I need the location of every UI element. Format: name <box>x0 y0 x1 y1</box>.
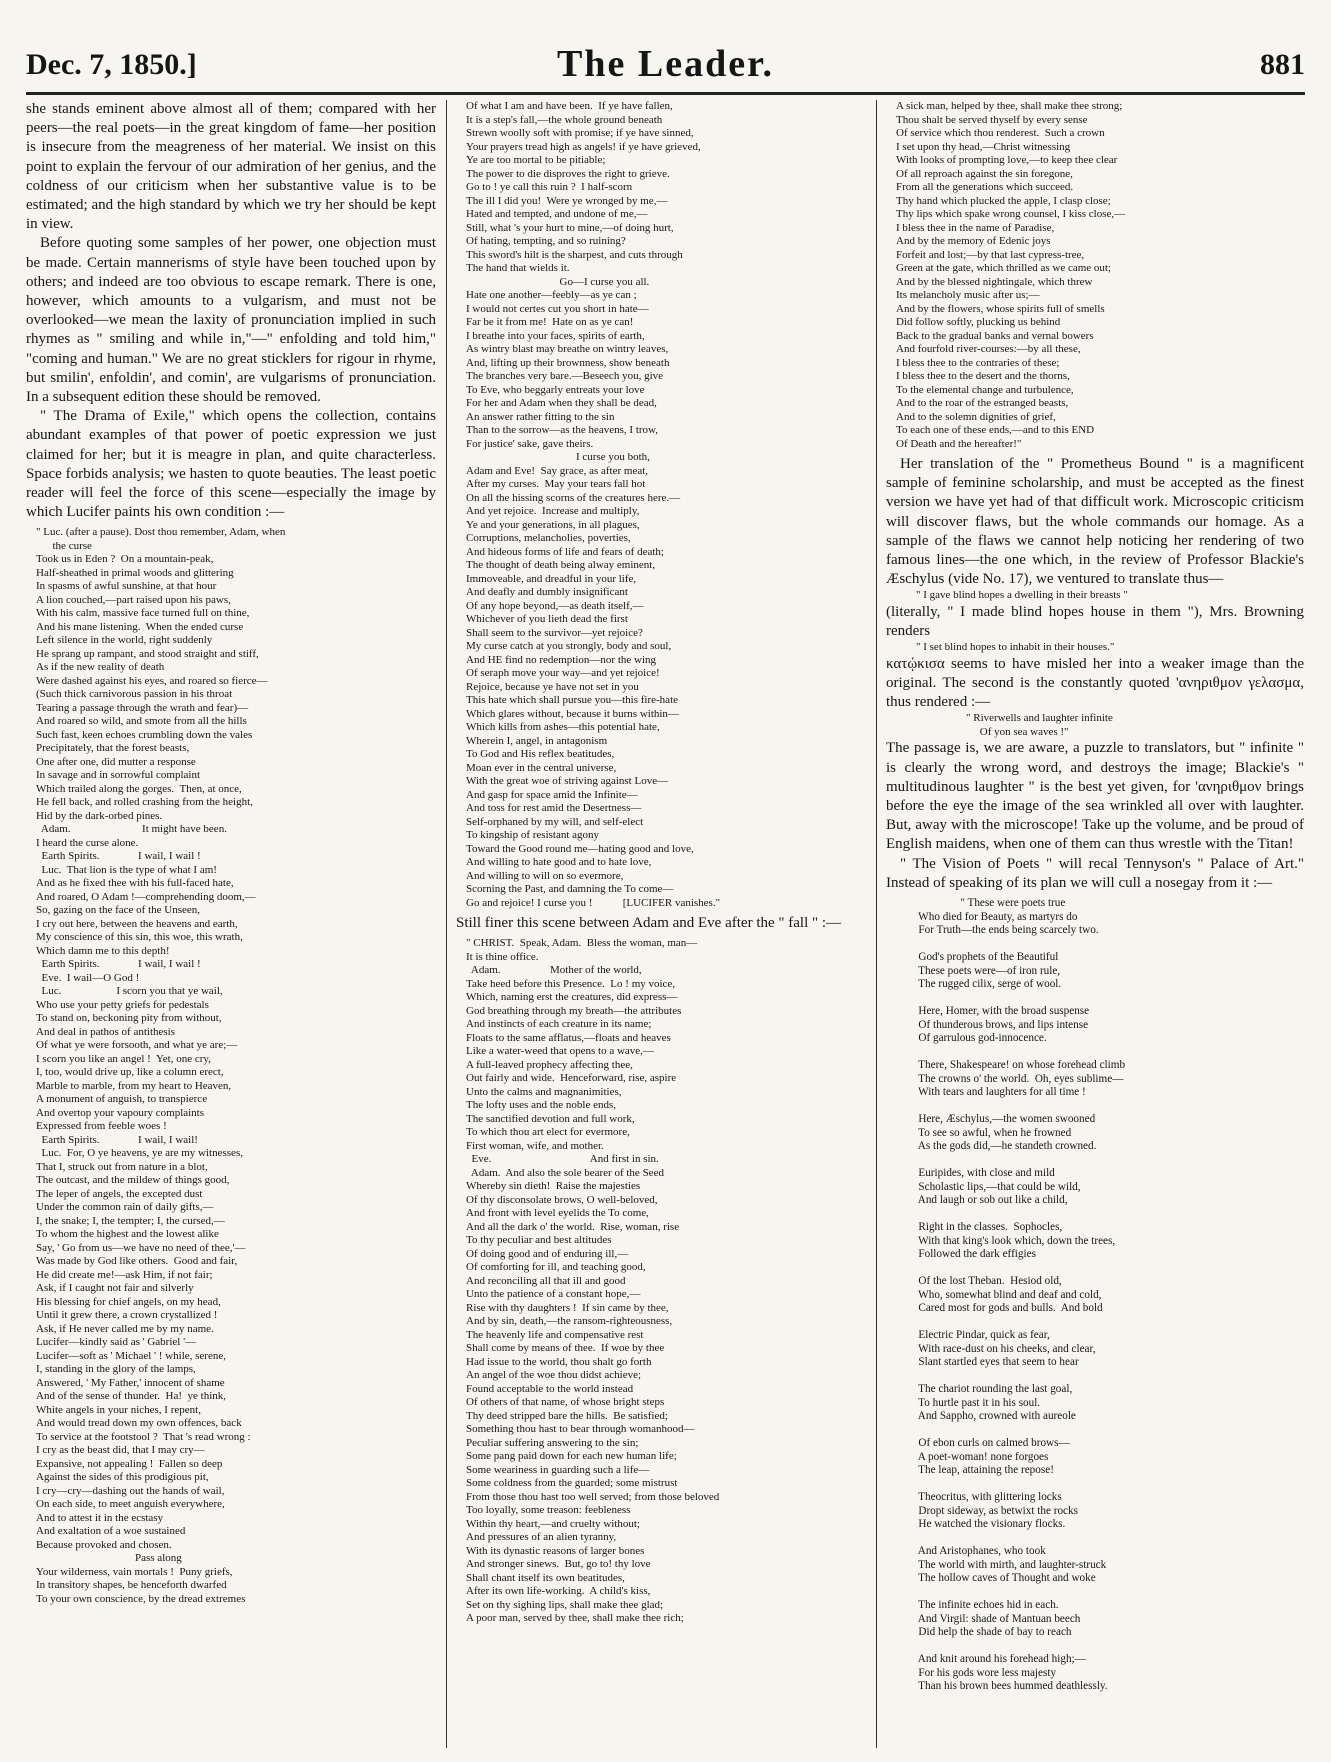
paragraph: Still finer this scene between Adam and Eve after the " fall " :— <box>456 915 842 931</box>
quoted-line: " I set blind hopes to inhabit in their houses." <box>916 641 1115 654</box>
paragraph: " The Vision of Poets " will recal Tennyson's " Palace of Art." Instead of speaking of its plan we will cull a nosegay from it :— <box>886 855 1304 891</box>
issue-date: Dec. 7, 1850.] <box>26 48 197 81</box>
paragraph: The passage is, we are aware, a puzzle to translators, but " infinite " is clearly the wrong word, and destroys the image; Blackie's " multitudinous laughter " is the best yet given, for 'ανηριθμον brings before the eye the image of the sea wrinkled all over with laughter. But, away with the microscope! Take up the volume, and be proud of English maidens, when one of them can thus wrestle with the Titan! <box>886 740 1304 853</box>
header-rule <box>26 92 1305 95</box>
paragraph: κατῴκισα seems to have misled her into a weaker image than the original. The second is the constantly quoted 'ανηριθμον γελασμα, thus rendered :— <box>886 655 1304 711</box>
verse-quotation: " These were poets true Who died for Beauty, as martyrs do For Truth—the ends being scarcely two. God's prophets of the Beautiful These poets were—of iron rule, The rugged cilix, serge of wool. Here, Homer, with the broad suspense Of thunderous brows, and lips intense Of garrulous god-innocence. There, Shakespeare! on whose forehead climb The crowns o' the world. Oh, eyes sublime— With tears and laughters for all time ! Here, Æschylus,—the women swooned To see so awful, when he frowned As the gods did,—he standeth crowned. Euripides, with close and mild Scholastic lips,—that could be wild, And laugh or sob out like a child, Right in the classes. Sophocles, With that king's look which, down the trees, Followed the dark effigies Of the lost Theban. Hesiod old, Who, somewhat blind and deaf and cold, Cared most for gods and bulls. And bold Electric Pindar, quick as fear, With race-dust on his cheeks, and clear, Slant startled eyes that seem to hear The chariot rounding the last goal, To hurtle past it in his soul. And Sappho, crowned with aureole Of ebon curls on calmed brows— A poet-woman! none forgoes The leap, attaining the repose! Theocritus, with glittering locks Dropt sideway, as betwixt the rocks He watched the visionary flocks. And Aristophanes, who took The world with mirth, and laughter-struck The hollow caves of Thought and woke The infinite echoes hid in each. And Virgil: shade of Mantuan beech Did help the shade of bay to reach And knit around his forehead high;— For his gods wore less majesty Than his brown bees hummed deathlessly. <box>917 897 1126 1693</box>
column-2 <box>456 100 866 1750</box>
quoted-line: " I gave blind hopes a dwelling in their breasts " <box>916 589 1128 602</box>
column-1 <box>26 100 436 1750</box>
quoted-line: " Riverwells and laughter infinite Of yon sea waves !" <box>966 712 1113 738</box>
column-divider <box>876 100 877 1748</box>
column-divider <box>446 100 447 1748</box>
column-3 <box>886 100 1304 1750</box>
verse-quotation: " CHRIST. Speak, Adam. Bless the woman, man— It is thine office. Adam. Mother of the world, Take heed before this Presence. Lo ! my voice, Which, naming erst the creatures, did express— God breathing through my breath—the attributes And instincts of each creature in its name; Floats to the same afflatus,—floats and heaves Like a water-weed that opens to a wave,— A full-leaved prophecy affecting thee, Out fairly and wide. Henceforward, rise, aspire Unto the calms and magnanimities, The lofty uses and the noble ends, The sanctified devotion and full work, To which thou art elect for evermore, First woman, wife, and mother. Eve. And first in sin. Adam. And also the sole bearer of the Seed Whereby sin dieth! Raise the majesties Of thy disconsolate brows, O well-beloved, And front with level eyelids the To come, And all the dark o' the world. Rise, woman, rise To thy peculiar and best altitudes Of doing good and of enduring ill,— Of comforting for ill, and teaching good, And reconciling all that ill and good Unto the patience of a constant hope,— Rise with thy daughters ! If sin came by thee, And by sin, death,—the ransom-righteousness, The heavenly life and compensative rest Shall come by means of thee. If woe by thee Had issue to the world, thou shalt go forth An angel of the woe thou didst achieve; Found acceptable to the world instead Of others of that name, of whose bright steps Thy deed stripped bare the hills. Be satisfied; Something thou hast to bear through womanhood— Peculiar suffering answering to the sin; Some pang paid down for each new human life; Some weariness in guarding such a life— Some coldness from the guarded; some mistrust From those thou hast too well served; from those beloved Too loyally, some treason: feebleness Within thy heart,—and cruelty without; And pressures of an alien tyranny, With its dynastic reasons of larger bones And stronger sinews. But, go to! thy love Shall chant itself its own beatitudes, After its own life-working. A child's kiss, Set on thy sighing lips, shall make thee glad; A poor man, served by thee, shall make thee rich; <box>466 937 720 1625</box>
verse-quotation: " Luc. (after a pause). Dost thou remember, Adam, when the curse Took us in Eden ? On a mountain-peak, Half-sheathed in primal woods and glittering In spasms of awful sunshine, at that hour A lion couched,—part raised upon his paws, With his calm, massive face turned full on thine, And his mane listening. When the ended curse Left silence in the world, right suddenly He sprang up rampant, and stood straight and stiff, As if the new reality of death Were dashed against his eyes, and roared so fierce— (Such thick carnivorous passion in his throat Tearing a passage through the wrath and fear)— And roared so wild, and smote from all the hills Such fast, keen echoes crumbling down the vales Precipitately, that the forest beasts, One after one, did mutter a response In savage and in sorrowful complaint Which trailed along the gorges. Then, at once, He fell back, and rolled crashing from the height, Hid by the dark-orbed pines. Adam. It might have been. I heard the curse alone. Earth Spirits. I wail, I wail ! Luc. That lion is the type of what I am! And as he fixed thee with his full-faced hate, And roared, O Adam !—comprehending doom,— So, gazing on the face of the Unseen, I cry out here, between the heavens and earth, My conscience of this sin, this woe, this wrath, Which damn me to this depth! Earth Spirits. I wail, I wail ! Eve. I wail—O God ! Luc. I scorn you that ye wail, Who use your petty griefs for pedestals To stand on, beckoning pity from without, And deal in pathos of antithesis Of what ye were forsooth, and what ye are;— I scorn you like an angel ! Yet, one cry, I, too, would drive up, like a column erect, Marble to marble, from my heart to Heaven, A monument of anguish, to transpierce And overtop your vapoury complaints Expressed from feeble woes ! Earth Spirits. I wail, I wail! Luc. For, O ye heavens, ye are my witnesses, That I, struck out from nature in a blot, The outcast, and the mildew of things good, The leper of angels, the excepted dust Under the common rain of daily gifts,— I, the snake; I, the tempter; I, the cursed,— To whom the highest and the lowest alike Say, ' Go from us—we have no need of thee,'— Was made by God like others. Good and fair, He did create me!—ask Him, if not fair; Ask, if I caught not fair and silverly His blessing for chief angels, on my head, Until it grew there, a crown crystallized ! Ask, if He never called me by my name. Lucifer—kindly said as ' Gabriel '— Lucifer—soft as ' Michael ' ! while, serene, I, standing in the glory of the lamps, Answered, ' My Father,' innocent of shame And of the sense of thunder. Ha! ye think, White angels in your niches, I repent, And would tread down my own offences, back To service at the footstool ? That 's read wrong : I cry as the beast did, that I may cry— Expansive, not appealing ! Fallen so deep Against the sides of this prodigious pit, I cry—cry—dashing out the hands of wail, On each side, to meet anguish everywhere, And to attest it in the ecstasy And exaltation of a woe sustained Because provoked and chosen. Pass along Your wilderness, vain mortals ! Puny griefs, In transitory shapes, be henceforth dwarfed To your own conscience, by the dread extremes <box>36 526 286 1605</box>
paragraph: " The Drama of Exile," which opens the collection, contains abundant examples of that power of poetic expression we just claimed for her; but it is meagre in plan, and quite characterless. Space forbids analysis; we hasten to quote beauties. The least poetic reader will feel the force of this scene—especially the image by which Lucifer paints his own condition :— <box>26 408 436 521</box>
masthead <box>26 40 1305 88</box>
paragraph: Before quoting some samples of her power, one objection must be made. Certain mannerisms of style have been touched upon by others; and indeed are too obvious to escape remark. There is one, however, which amounts to a vulgarism, and must not be overlooked—we mean the laxity of pronunciation implied in such rhymes as " smiling and while in,"—" enfolding and told him," "coming and human." We are no great sticklers for rigour in rhyme, but smilin', enfoldin', and comin', are vulgarisms of pronunciation. In a subsequent edition these should be removed. <box>26 235 436 406</box>
page-number: 881 <box>1260 48 1305 81</box>
verse-quotation: A sick man, helped by thee, shall make thee strong; Thou shalt be served thyself by every sense Of service which thou renderest. Such a crown I set upon thy head,—Christ witnessing With looks of prompting love,—to keep thee clear Of all reproach against the sin foregone, From all the generations which succeed. Thy hand which plucked the apple, I clasp close; Thy lips which spake wrong counsel, I kiss close,— I bless thee in the name of Paradise, And by the memory of Edenic joys Forfeit and lost;—by that last cypress-tree, Green at the gate, which thrilled as we came out; And by the blessed nightingale, which threw Its melancholy music after us;— And by the flowers, whose spirits full of smells Did follow softly, plucking us behind Back to the gradual banks and vernal bowers And fourfold river-courses:—by all these, I bless thee to the contraries of these; I bless thee to the desert and the thorns, To the elemental change and turbulence, And to the roar of the estranged beasts, And to the solemn dignities of grief, To each one of these ends,—and to this END Of Death and the hereafter!" <box>896 100 1126 450</box>
verse-quotation: Of what I am and have been. If ye have fallen, It is a step's fall,—the whole ground beneath Strewn woolly soft with promise; if ye have sinned, Your prayers tread high as angels! if ye have grieved, Ye are too mortal to be pitiable; The power to die disproves the right to grieve. Go to ! ye call this ruin ? I half-scorn The ill I did you! Were ye wronged by me,— Hated and tempted, and undone of me,— Still, what 's your hurt to mine,—of doing hurt, Of hating, tempting, and so ruining? This sword's hilt is the sharpest, and cuts through The hand that wields it. Go—I curse you all. Hate one another—feebly—as ye can ; I would not certes cut you short in hate— Far be it from me! Hate on as ye can! I breathe into your faces, spirits of earth, As wintry blast may breathe on wintry leaves, And, lifting up their brownness, show beneath The branches very bare.—Beseech you, give To Eve, who beggarly entreats your love For her and Adam when they shall be dead, An answer rather fitting to the sin Than to the sorrow—as the heavens, I trow, For justice' sake, gave theirs. I curse you both, Adam and Eve! Say grace, as after meat, After my curses. May your tears fall hot On all the hissing scorns of the creatures here.— And yet rejoice. Increase and multiply, Ye and your generations, in all plagues, Corruptions, melancholies, poverties, And hideous forms of life and fears of death; The thought of death being alway eminent, Immoveable, and dreadful in your life, And deafly and dumbly insignificant Of any hope beyond,—as death itself,— Whichever of you lieth dead the first Shall seem to the survivor—yet rejoice? My curse catch at you strongly, body and soul, And HE find no redemption—nor the wing Of seraph move your way—and yet rejoice! Rejoice, because ye have not set in you This hate which shall pursue you—this fire-hate Which glares without, because it burns within— Which kills from ashes—this potential hate, Wherein I, angel, in antagonism To God and His reflex beatitudes, Moan ever in the central universe, With the great woe of striving against Love— And gasp for space amid the Infinite— And toss for rest amid the Desertness— Self-orphaned by my will, and self-elect To kingship of resistant agony Toward the Good round me—hating good and love, And willing to hate good and to hate love, And willing to will on so evermore, Scorning the Past, and damning the To come— Go and rejoice! I curse you ! [LUCIFER vanishes." <box>466 100 721 909</box>
newspaper-title: The Leader. <box>557 43 774 85</box>
paragraph: Her translation of the " Prometheus Bound " is a magnificent sample of feminine scholarship, and must be accepted as the finest version we have yet had of that difficult work. Microscopic criticism will discover flaws, but the whole commands our homage. As a sample of the flaws we cannot help noticing her rendering of two famous lines—the one which, in the review of Professor Blackie's Æschylus (vide No. 17), we ventured to translate thus— <box>886 456 1304 588</box>
paragraph: she stands eminent above almost all of them; compared with her peers—the real poets—in the great kingdom of fame—her position is insecure from the meagreness of her material. We insist on this point to explain the fervour of our admiration of her genius, and the coldness of our criticism when her substantive value is to be estimated; and the high standard by which we try her should be kept in view. <box>26 101 436 233</box>
paragraph: (literally, " I made blind hopes house in them "), Mrs. Browning renders <box>886 603 1304 640</box>
